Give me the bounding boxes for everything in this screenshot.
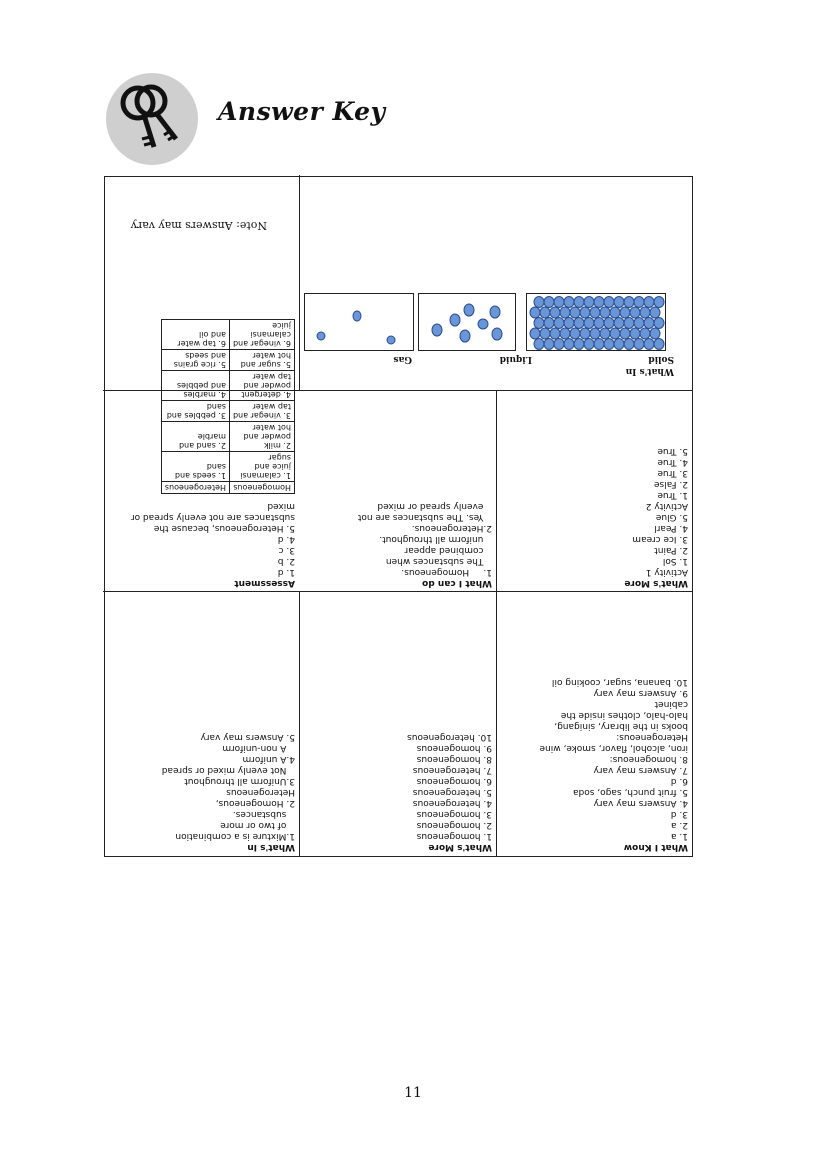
table-cell: 6. vinegar and calamansi juice [230, 320, 295, 350]
table-row [161, 452, 294, 482]
solid-particle [624, 339, 634, 350]
solid-particle [590, 307, 600, 318]
table-cell: 6. tap water and oil [161, 320, 229, 350]
solid-particle [534, 318, 544, 329]
solid-particle [554, 339, 564, 350]
table-cell: 4. detergent powder and tap water [230, 371, 295, 401]
solid-particle [634, 318, 644, 329]
liquid-particles [420, 295, 515, 350]
solid-particle [624, 318, 634, 329]
table-header: Heterogeneous [161, 482, 229, 494]
solid-particle [584, 318, 594, 329]
solid-particle [570, 328, 580, 339]
whats-in-heading: What's In [247, 842, 295, 852]
solid-particle [530, 328, 540, 339]
solid-particle [560, 328, 570, 339]
solid-particle [534, 339, 544, 350]
solid-particle [620, 307, 630, 318]
solid-particle [654, 297, 664, 308]
solid-particle [650, 328, 660, 339]
table-cell: 3. pebbles and sand [161, 401, 229, 422]
solid-particle [534, 297, 544, 308]
gas-label: Gas [393, 354, 412, 364]
states-heading: What's In [625, 366, 674, 376]
activity-1-heading: Activity 1 [645, 567, 688, 577]
solid-particle [564, 339, 574, 350]
solid-particle [544, 318, 554, 329]
whats-in-answers: 1.Mixture is a combination of two or more substances. 2. Homogeneous, Heterogeneous 3.Uniform all throughout Not evenly mixed or spread 4.A uniform A non-uniform 5. Answers may vary [161, 732, 295, 841]
solid-particle [634, 297, 644, 308]
table-cell: 1. seeds and sand [161, 452, 229, 482]
solid-particle [624, 297, 634, 308]
solid-particle [574, 318, 584, 329]
solid-particle [594, 339, 604, 350]
table-cell: 3. vinegar and tap water [230, 401, 295, 422]
assessment-answers: 1. d 2. b 3. c 4. d 5. Heterogeneous, because the substances are not evenly spread or mixed [130, 501, 295, 577]
answer-key-grid [104, 176, 693, 857]
solid-particle [580, 328, 590, 339]
solid-particle [530, 307, 540, 318]
solid-particle [574, 297, 584, 308]
what-i-know-cell [500, 676, 688, 852]
solid-particle [580, 307, 590, 318]
page-title: Answer Key [218, 97, 386, 126]
solid-particle [610, 307, 620, 318]
solid-particle [614, 339, 624, 350]
solid-particle [554, 297, 564, 308]
solid-particle [640, 307, 650, 318]
table-row [161, 371, 294, 401]
solid-particle [574, 339, 584, 350]
solid-particle [644, 339, 654, 350]
solid-particle [634, 339, 644, 350]
solid-particle [540, 307, 550, 318]
solid-particle [550, 307, 560, 318]
page-number: 11 [404, 1085, 422, 1101]
whats-in-cell [107, 731, 295, 852]
table-row [161, 422, 294, 452]
solid-particle [640, 328, 650, 339]
rotated-answer-table [105, 177, 692, 856]
table-cell: 2. sand and marble [161, 422, 229, 452]
solid-particles [528, 295, 665, 350]
gas-particles-box [304, 293, 414, 351]
solid-particle [654, 318, 664, 329]
solid-particle [560, 307, 570, 318]
liquid-particles-box [418, 293, 516, 351]
activity-2-answers: 1. True 2. False 3. True 4. True 5. True [653, 446, 688, 500]
solid-particle [564, 297, 574, 308]
solid-particle [604, 318, 614, 329]
solid-particle [614, 297, 624, 308]
whats-more-heading: What's More [428, 842, 492, 852]
mixture-table [161, 319, 295, 494]
solid-label: Solid [648, 354, 674, 364]
what-i-know-answers: 1. a 2. a 3. d 4. Answers may vary 5. fruit punch, sago, soda 6. d 7. Answers may vary 8. homogeneous: iron, alcohol, flavor, smoke, wine Heterogeneous: books in the library, sinigang, halo-halo, clothes inside the cabinet 9. Answers may vary 10. banana, sugar, cooking oil [539, 677, 688, 841]
solid-particle [550, 328, 560, 339]
solid-particle [564, 318, 574, 329]
activities-heading: What's More [624, 578, 688, 588]
solid-particle [630, 307, 640, 318]
assessment-cell [107, 500, 295, 588]
solid-particle [584, 339, 594, 350]
solid-particle [614, 318, 624, 329]
table-cell: 5. sugar and hot water [230, 350, 295, 371]
solid-particle [650, 307, 660, 318]
solid-particle [654, 339, 664, 350]
activity-1-answers: 1. Sol 2. Paint 3. Ice cream 4. Pearl 5. Glue [632, 512, 688, 566]
table-cell: 5. rice grains and seeds [161, 350, 229, 371]
table-cell: 4. marbles and pebbles [161, 371, 229, 401]
what-i-can-do-cell [304, 500, 492, 588]
what-i-can-do-answers: 1. Homogeneous. The substances when combined appear uniform all throughout. 2.Heterogeneous. Yes. The substances are not evenly spread or mixed [357, 501, 492, 577]
solid-particle [544, 297, 554, 308]
answer-key-logo [106, 73, 198, 165]
solid-particle [590, 328, 600, 339]
answers-note: Note: Answers may vary [130, 219, 267, 232]
assessment-heading: Assessment [234, 578, 295, 588]
solid-particle [584, 297, 594, 308]
solid-particle [644, 297, 654, 308]
whats-more-answers: 1. homogeneous 2. homogeneous 3. homogeneous 4. heterogeneous 5. heterogeneous 6. homogeneous 7. heterogeneous 8. homogeneous 9. homogeneous 10. heterogeneous [407, 732, 492, 841]
table-row [161, 320, 294, 350]
solid-particle [600, 328, 610, 339]
activity-2-heading: Activity 2 [645, 501, 688, 511]
solid-particle [630, 328, 640, 339]
solid-particle [644, 318, 654, 329]
what-i-know-heading: What I Know [623, 842, 688, 852]
solid-particle [620, 328, 630, 339]
solid-particle [610, 328, 620, 339]
magnifier-keys-icon [106, 73, 198, 165]
solid-particle [540, 328, 550, 339]
solid-particle [554, 318, 564, 329]
liquid-label: Liquid [499, 354, 532, 364]
table-cell: 2. milk powder and hot water [230, 422, 295, 452]
solid-particle [594, 318, 604, 329]
solid-particle [594, 297, 604, 308]
solid-particle [604, 339, 614, 350]
table-row [161, 350, 294, 371]
gas-particles [306, 295, 413, 350]
what-i-can-do-heading: What I can do [422, 578, 492, 588]
whats-more-cell [304, 731, 492, 852]
solid-particles-box [526, 293, 666, 351]
table-row [161, 401, 294, 422]
solid-particle [570, 307, 580, 318]
solid-particle [544, 339, 554, 350]
solid-particle [600, 307, 610, 318]
table-header: Homogeneous [230, 482, 295, 494]
activities-cell [500, 445, 688, 588]
table-cell: 1. calamansi juice and sugar [230, 452, 295, 482]
solid-particle [604, 297, 614, 308]
